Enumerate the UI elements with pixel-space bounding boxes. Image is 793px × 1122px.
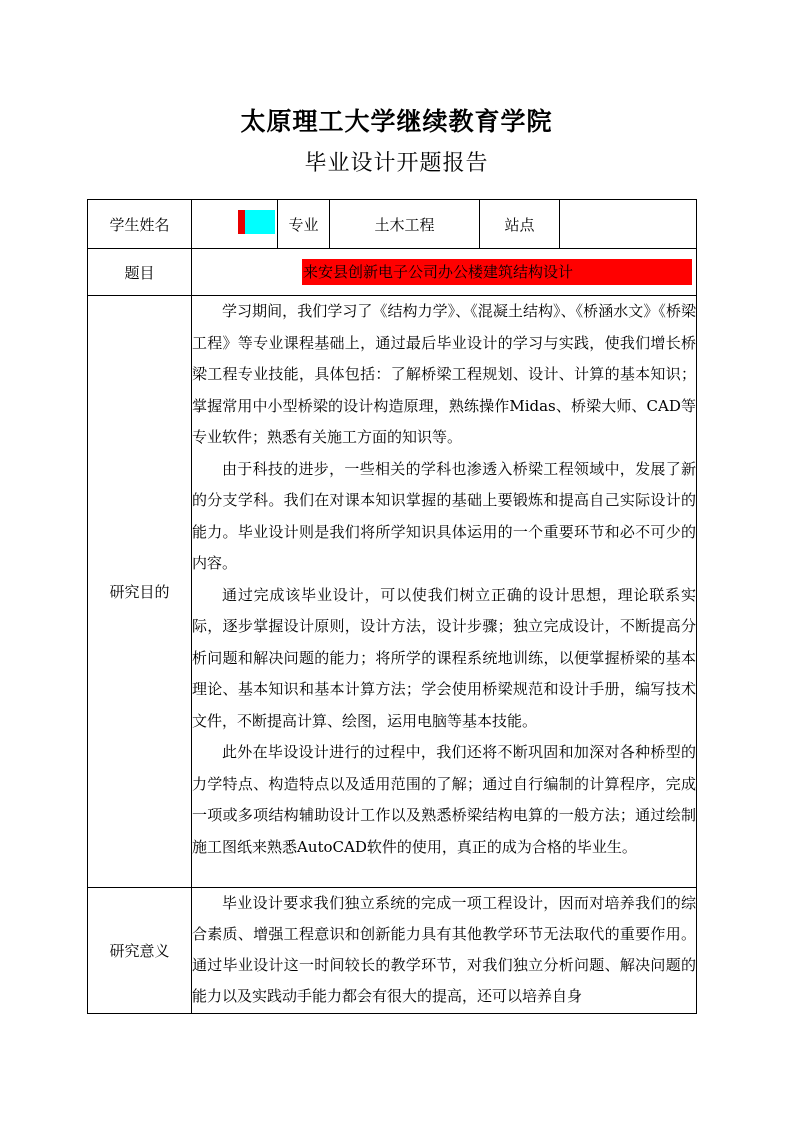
station-value — [560, 200, 697, 249]
topic-row — [88, 249, 697, 296]
significance-row — [88, 888, 697, 1014]
purpose-paragraph: 此外在毕设设计进行的过程中，我们还将不断巩固和加深对各种桥型的力学特点、构造特点以及适用范围的了解；通过自行编制的计算程序，完成一项或多项结构辅助设计工作以及熟悉桥梁结构电算的一般方法；通过绘制施工图纸来熟悉AutoCAD软件的使用，真正的成为合格的毕业生。 — [192, 743, 696, 856]
redaction-cyan-block — [245, 210, 275, 234]
station-label: 站点 — [480, 200, 560, 249]
major-label: 专业 — [278, 200, 330, 249]
redaction-red-block — [238, 210, 245, 234]
topic-value: 来安县创新电子公司办公楼建筑结构设计 — [302, 259, 692, 285]
student-name-value — [192, 200, 278, 249]
significance-paragraph: 毕业设计要求我们独立系统的完成一项工程设计，因而对培养我们的综合素质、增强工程意识和创新能力具有其他教学环节无法取代的重要作用。通过毕业设计这一时间较长的教学环节，对我们独立分析问题、解决问题的能力以及实践动手能力都会有很大的提高，还可以培养自身 — [192, 894, 696, 1005]
topic-value-cell — [192, 249, 697, 296]
purpose-paragraph: 学习期间，我们学习了《结构力学》、《混凝土结构》、《桥涵水文》《桥梁工程》等专业课程基础上，通过最后毕业设计的学习与实践，使我们增长桥梁工程专业技能，具体包括：了解桥梁工程规划、设计、计算的基本知识；掌握常用中小型桥梁的设计构造原理，熟练操作Midas、桥梁大师、CAD等专业软件；熟悉有关施工方面的知识等。 — [192, 302, 696, 446]
report-title: 毕业设计开题报告 — [304, 151, 489, 176]
student-info-row — [88, 200, 697, 249]
significance-content — [192, 888, 697, 1014]
student-name-label: 学生姓名 — [88, 200, 192, 249]
purpose-row — [88, 296, 697, 888]
major-value: 土木工程 — [330, 200, 480, 249]
purpose-paragraph: 通过完成该毕业设计，可以使我们树立正确的设计思想，理论联系实际，逐步掌握设计原则，设计方法，设计步骤；独立完成设计，不断提高分析问题和解决问题的能力；将所学的课程系统地训练，以便掌握桥梁的基本理论、基本知识和基本计算方法；学会使用桥梁规范和设计手册，编写技术文件，不断提高计算、绘图，运用电脑等基本技能。 — [192, 585, 696, 730]
purpose-content — [192, 296, 697, 888]
purpose-paragraph: 由于科技的进步，一些相关的学科也渗透入桥梁工程领域中，发展了新的分支学科。我们在对课本知识掌握的基础上要锻炼和提高自己实际设计的能力。毕业设计则是我们将所学知识具体运用的一个重要环节和必不可少的内容。 — [192, 459, 696, 572]
topic-label: 题目 — [88, 249, 192, 296]
proposal-form-table — [87, 199, 697, 1014]
significance-label: 研究意义 — [88, 888, 192, 1014]
institution-title: 太原理工大学继续教育学院 — [240, 107, 553, 136]
purpose-label: 研究目的 — [88, 296, 192, 888]
